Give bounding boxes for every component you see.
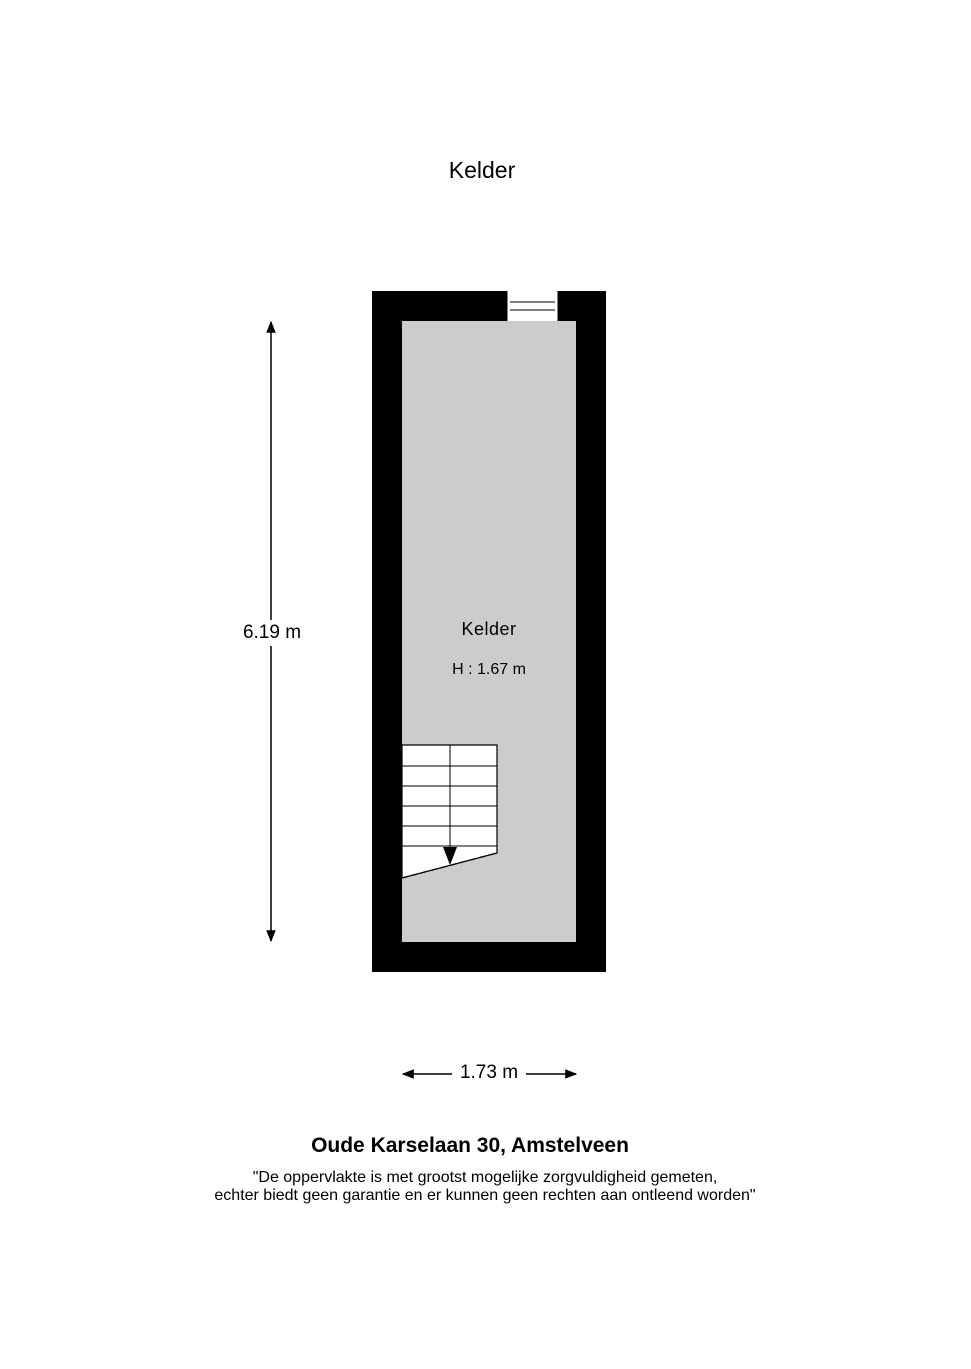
address: Oude Karselaan 30, Amstelveen: [311, 1134, 629, 1157]
room-height: H : 1.67 m: [452, 661, 526, 678]
dimension-length: 6.19 m: [232, 620, 312, 646]
room-name: Kelder: [461, 619, 517, 639]
disclaimer-line-1: "De oppervlakte is met grootst mogelijke zorgvuldigheid gemeten,: [252, 1169, 718, 1186]
dimension-width: 1.73 m: [452, 1062, 526, 1084]
disclaimer-line-2: echter biedt geen garantie en er kunnen geen rechten aan ontleend worden": [214, 1187, 756, 1204]
window-icon: [507, 291, 558, 321]
floor-title: Kelder: [448, 157, 516, 183]
